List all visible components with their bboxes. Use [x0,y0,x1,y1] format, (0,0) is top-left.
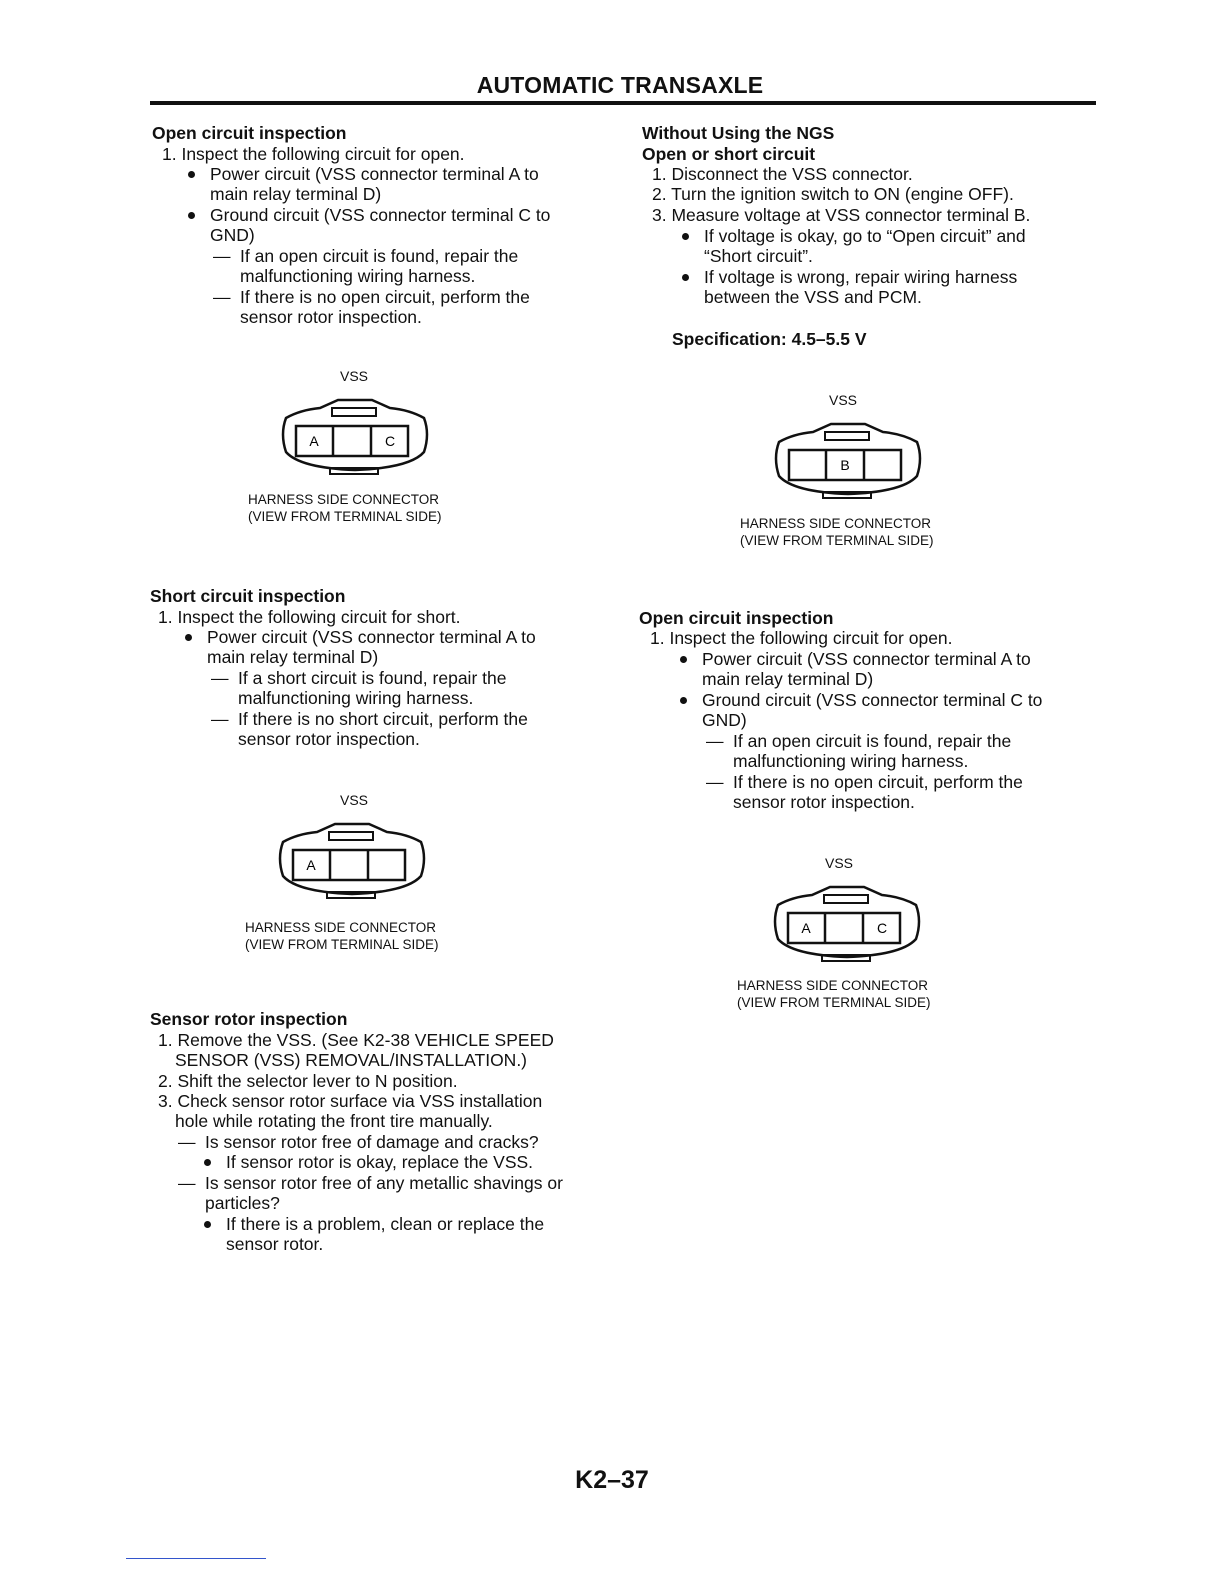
right-ngs-subheading: Open or short circuit [642,144,816,164]
left-open-dash2: — If there is no open circuit, perform the [213,287,530,307]
left-short-caption1: HARNESS SIDE CONNECTOR [245,920,437,935]
bullet-icon [204,1221,211,1228]
left-open-bullet1-cont: main relay terminal D) [210,184,382,204]
bullet-icon [682,274,689,281]
right-open-bullet1-cont: main relay terminal D) [702,669,874,689]
right-open-bullet2-cont: GND) [702,710,747,730]
left-short-dash2-cont: sensor rotor inspection. [238,729,420,749]
page-number: K2–37 [575,1466,649,1494]
left-open-fig-label: VSS [340,368,369,384]
pin-label: A [309,433,319,449]
right-ngs-caption2: (VIEW FROM TERMINAL SIDE) [740,533,934,548]
left-rotor-heading: Sensor rotor inspection [150,1009,348,1029]
right-open-bullet1: Power circuit (VSS connector terminal A to [702,649,1031,670]
right-ngs-step1: 1. Disconnect the VSS connector. [652,164,913,184]
right-open-dash2-cont: sensor rotor inspection. [733,792,915,812]
right-open-fig-label: VSS [825,855,854,871]
bullet-icon [680,697,687,704]
left-open-bullet2: Ground circuit (VSS connector terminal C to [210,205,550,226]
bullet-icon [185,634,192,641]
left-rotor-question1: — Is sensor rotor free of damage and cracks? [178,1132,539,1152]
bullet-icon [204,1159,211,1166]
bullet-icon [188,212,195,219]
right-open-connector-diagram [772,885,922,967]
left-short-bullet1-cont: main relay terminal D) [207,647,379,667]
left-open-dash2-cont: sensor rotor inspection. [240,307,422,327]
left-open-caption2: (VIEW FROM TERMINAL SIDE) [248,509,442,524]
right-open-caption2: (VIEW FROM TERMINAL SIDE) [737,995,931,1010]
left-rotor-question2: — Is sensor rotor free of any metallic shavings or [178,1173,563,1193]
header-rule [150,101,1096,105]
left-short-heading: Short circuit inspection [150,586,346,606]
left-rotor-step2: 2. Shift the selector lever to N position. [158,1071,458,1091]
right-open-caption1: HARNESS SIDE CONNECTOR [737,978,929,993]
left-open-dash1: — If an open circuit is found, repair the [213,246,519,266]
left-open-heading: Open circuit inspection [152,123,347,143]
left-short-step1: 1. Inspect the following circuit for short. [158,607,461,627]
right-ngs-fig-label: VSS [829,392,858,408]
page-header-title: AUTOMATIC TRANSAXLE [476,72,764,98]
right-ngs-bullet1: If voltage is okay, go to “Open circuit” and [704,226,1026,247]
bullet-icon [680,656,687,663]
right-open-dash1-cont: malfunctioning wiring harness. [733,751,969,771]
right-ngs-heading: Without Using the NGS [642,123,835,143]
left-short-dash1-cont: malfunctioning wiring harness. [238,688,474,708]
right-open-step1: 1. Inspect the following circuit for open. [650,628,953,648]
left-short-dash2: — If there is no short circuit, perform the [211,709,528,729]
left-rotor-question2-bullet-cont: sensor rotor. [226,1234,324,1254]
right-ngs-bullet2-cont: between the VSS and PCM. [704,287,922,307]
left-rotor-question2-cont: particles? [205,1193,280,1213]
left-short-bullet1: Power circuit (VSS connector terminal A to [207,627,536,648]
right-ngs-specification: Specification: 4.5–5.5 V [672,329,867,349]
pin-label: A [306,857,316,873]
left-open-bullet1: Power circuit (VSS connector terminal A to [210,164,539,185]
pin-label: C [876,920,888,936]
left-open-bullet2-cont: GND) [210,225,255,245]
right-ngs-bullet2: If voltage is wrong, repair wiring harness [704,267,1017,288]
right-open-bullet2: Ground circuit (VSS connector terminal C to [702,690,1042,711]
left-open-caption1: HARNESS SIDE CONNECTOR [248,492,440,507]
left-rotor-step1: 1. Remove the VSS. (See K2-38 VEHICLE SPEED [158,1030,554,1050]
bullet-icon [188,171,195,178]
right-ngs-connector-diagram [773,422,923,504]
bullet-icon [682,233,689,240]
right-ngs-caption1: HARNESS SIDE CONNECTOR [740,516,932,531]
left-short-connector-diagram [277,822,427,904]
left-rotor-question1-bullet: If sensor rotor is okay, replace the VSS. [226,1152,533,1173]
left-rotor-step3: 3. Check sensor rotor surface via VSS installation [158,1091,543,1111]
right-ngs-bullet1-cont: “Short circuit”. [704,246,813,266]
pin-label: A [801,920,811,936]
right-open-dash2: — If there is no open circuit, perform the [706,772,1023,792]
right-open-dash1: — If an open circuit is found, repair the [706,731,1012,751]
left-rotor-question2-bullet: If there is a problem, clean or replace the [226,1214,544,1235]
pin-label: B [840,457,850,473]
left-rotor-step3-cont: hole while rotating the front tire manually. [175,1111,493,1131]
left-open-connector-diagram [280,398,430,480]
footer-rule [126,1558,266,1559]
left-short-fig-label: VSS [340,792,369,808]
left-open-dash1-cont: malfunctioning wiring harness. [240,266,476,286]
right-ngs-step2: 2. Turn the ignition switch to ON (engine OFF). [652,184,1014,204]
left-short-dash1: — If a short circuit is found, repair the [211,668,507,688]
right-ngs-step3: 3. Measure voltage at VSS connector terminal B. [652,205,1031,225]
pin-label: C [384,433,396,449]
right-open-heading: Open circuit inspection [639,608,834,628]
left-short-caption2: (VIEW FROM TERMINAL SIDE) [245,937,439,952]
left-rotor-step1-cont: SENSOR (VSS) REMOVAL/INSTALLATION.) [175,1050,528,1070]
left-open-step1: 1. Inspect the following circuit for open. [162,144,465,164]
